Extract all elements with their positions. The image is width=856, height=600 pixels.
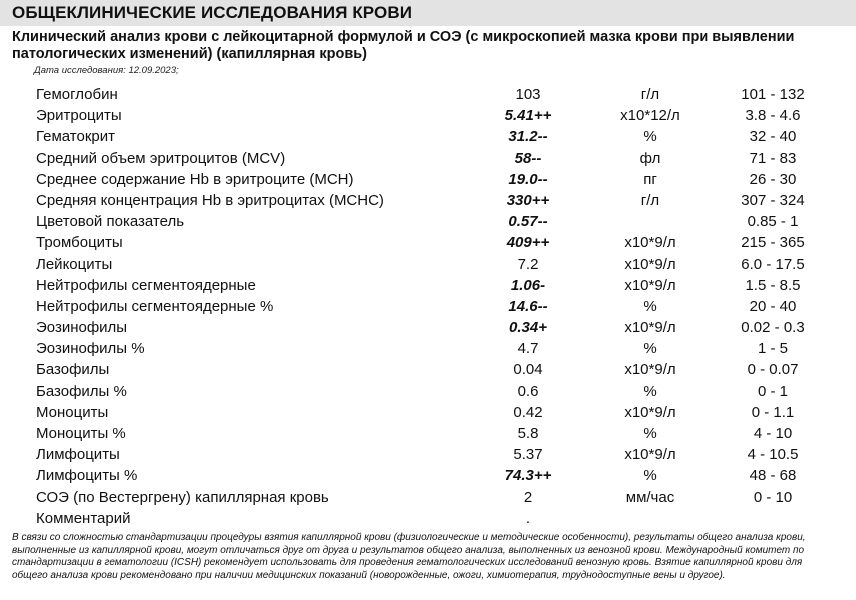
result-reference-range: 26 - 30 xyxy=(749,170,797,188)
result-unit: x10*12/л xyxy=(620,107,680,125)
result-reference-range: 0 - 0.07 xyxy=(747,361,799,379)
test-title: Клинический анализ крови с лейкоцитарной формулой и СОЭ (с микроскопией мазка крови при выявлении патологических изменений) (капиллярная кровь) xyxy=(12,29,795,62)
result-row xyxy=(0,338,856,359)
result-reference-range: 71 - 83 xyxy=(749,149,797,167)
results-table xyxy=(0,84,856,529)
result-unit: x10*9/л xyxy=(624,276,676,294)
result-reference-range: 1 - 5 xyxy=(757,340,788,358)
result-reference-range: 0.02 - 0.3 xyxy=(741,319,805,337)
result-row xyxy=(0,487,856,508)
result-name: Цветовой показатель xyxy=(36,213,185,231)
result-name: СОЭ (по Вестергрену) капиллярная кровь xyxy=(36,488,329,506)
result-row xyxy=(0,423,856,444)
result-row xyxy=(0,381,856,402)
result-unit: % xyxy=(643,467,657,485)
result-value: 0.34+ xyxy=(509,319,547,337)
result-name: Лимфоциты % xyxy=(36,467,138,485)
result-unit: мм/час xyxy=(625,488,675,506)
result-unit: % xyxy=(643,128,657,146)
result-name: Лейкоциты xyxy=(36,255,113,273)
result-row xyxy=(0,148,856,169)
result-unit: % xyxy=(643,297,657,315)
result-value: 5.41++ xyxy=(504,107,552,125)
result-value: 0.42 xyxy=(513,403,543,421)
result-unit: % xyxy=(643,425,657,442)
result-name: Нейтрофилы сегментоядерные % xyxy=(36,297,274,315)
result-value: 409++ xyxy=(506,234,550,252)
result-value: 74.3++ xyxy=(504,467,552,485)
result-name: Гематокрит xyxy=(36,128,115,146)
result-value: 5.8 xyxy=(517,425,539,442)
result-name: Нейтрофилы сегментоядерные xyxy=(36,276,256,294)
result-name: Среднее содержание Hb в эритроците (MCH) xyxy=(36,170,354,188)
result-row xyxy=(0,296,856,317)
result-value: 1.06- xyxy=(510,276,546,294)
result-value: 14.6-- xyxy=(508,297,548,315)
result-unit: x10*9/л xyxy=(624,361,676,379)
result-reference-range: 0 - 1.1 xyxy=(751,403,795,421)
result-name: Лимфоциты xyxy=(36,446,120,464)
result-reference-range: 307 - 324 xyxy=(741,191,805,209)
result-value: 0.57-- xyxy=(508,213,548,231)
result-name: Гемоглобин xyxy=(36,86,118,103)
result-row xyxy=(0,508,856,529)
result-reference-range: 0.85 - 1 xyxy=(747,213,799,231)
result-row xyxy=(0,275,856,296)
result-row xyxy=(0,190,856,211)
result-name: Средняя концентрация Hb в эритроцитах (MCHC) xyxy=(36,191,384,209)
result-name: Базофилы % xyxy=(36,382,127,400)
result-reference-range: 6.0 - 17.5 xyxy=(741,255,805,273)
result-value: 2 xyxy=(523,488,533,506)
result-value: 0.6 xyxy=(517,382,539,400)
result-unit: % xyxy=(643,340,657,358)
section-title: ОБЩЕКЛИНИЧЕСКИЕ ИССЛЕДОВАНИЯ КРОВИ xyxy=(0,0,856,26)
result-row xyxy=(0,169,856,190)
result-row xyxy=(0,444,856,465)
result-row xyxy=(0,359,856,380)
result-reference-range: 215 - 365 xyxy=(741,234,805,252)
result-row xyxy=(0,254,856,275)
result-reference-range: 1.5 - 8.5 xyxy=(745,276,801,294)
result-row xyxy=(0,84,856,105)
result-reference-range: 4 - 10.5 xyxy=(747,446,799,464)
result-reference-range: 3.8 - 4.6 xyxy=(745,107,801,125)
result-unit: x10*9/л xyxy=(624,446,676,464)
result-name: Средний объем эритроцитов (MCV) xyxy=(36,149,286,167)
result-row xyxy=(0,317,856,338)
result-name: Тромбоциты xyxy=(36,234,123,252)
result-reference-range: 4 - 10 xyxy=(753,425,793,442)
result-name: Базофилы xyxy=(36,361,110,379)
result-unit: % xyxy=(643,382,657,400)
result-unit: г/л xyxy=(640,86,660,103)
result-value: 5.37 xyxy=(513,446,543,464)
result-reference-range: 32 - 40 xyxy=(749,128,797,146)
study-date: Дата исследования: 12.09.2023; xyxy=(34,65,179,76)
result-value: 58-- xyxy=(514,149,542,167)
disclaimer-note: В связи со сложностью стандартизации процедуры взятия капиллярной крови (физиологические и методические особенности), результаты общего анализа крови, выполненные из капиллярной крови, могут отличаться друг от друга и результатов общего анализа, выполненных из венозной крови. Международный комитет по стандартизации в гематологии (ICSH) рекомендует использовать для проведения гематологических исследований венозную кровь. Взятие капиллярной крови для общего анализа крови рекомендовано при наличии медицинских показаний (новорожденные, ожоги, химиотерапия, труднодоступные вены и другое). xyxy=(12,532,806,581)
result-row xyxy=(0,402,856,423)
result-name: Комментарий xyxy=(36,509,131,527)
result-unit: x10*9/л xyxy=(624,319,676,337)
result-unit: фл xyxy=(639,149,661,167)
result-unit: г/л xyxy=(640,191,660,209)
result-value: 4.7 xyxy=(517,340,539,358)
result-value: 31.2-- xyxy=(508,128,548,146)
result-value: . xyxy=(525,509,531,527)
result-name: Эозинофилы xyxy=(36,319,128,337)
result-unit: x10*9/л xyxy=(624,403,676,421)
result-reference-range: 48 - 68 xyxy=(749,467,797,485)
result-unit: пг xyxy=(643,170,657,188)
result-reference-range: 0 - 10 xyxy=(753,488,793,506)
result-row xyxy=(0,465,856,486)
result-row xyxy=(0,105,856,126)
result-value: 330++ xyxy=(506,191,550,209)
result-row xyxy=(0,232,856,253)
result-name: Моноциты % xyxy=(36,425,126,442)
result-name: Моноциты xyxy=(36,403,109,421)
result-reference-range: 101 - 132 xyxy=(741,86,805,103)
result-value: 7.2 xyxy=(517,255,539,273)
result-unit: x10*9/л xyxy=(624,234,676,252)
result-row xyxy=(0,211,856,232)
result-value: 0.04 xyxy=(513,361,543,379)
result-row xyxy=(0,126,856,147)
result-name: Эритроциты xyxy=(36,107,122,125)
result-value: 103 xyxy=(515,86,541,103)
result-reference-range: 20 - 40 xyxy=(749,297,797,315)
result-name: Эозинофилы % xyxy=(36,340,145,358)
result-unit: x10*9/л xyxy=(624,255,676,273)
result-value: 19.0-- xyxy=(508,170,548,188)
result-reference-range: 0 - 1 xyxy=(757,382,788,400)
